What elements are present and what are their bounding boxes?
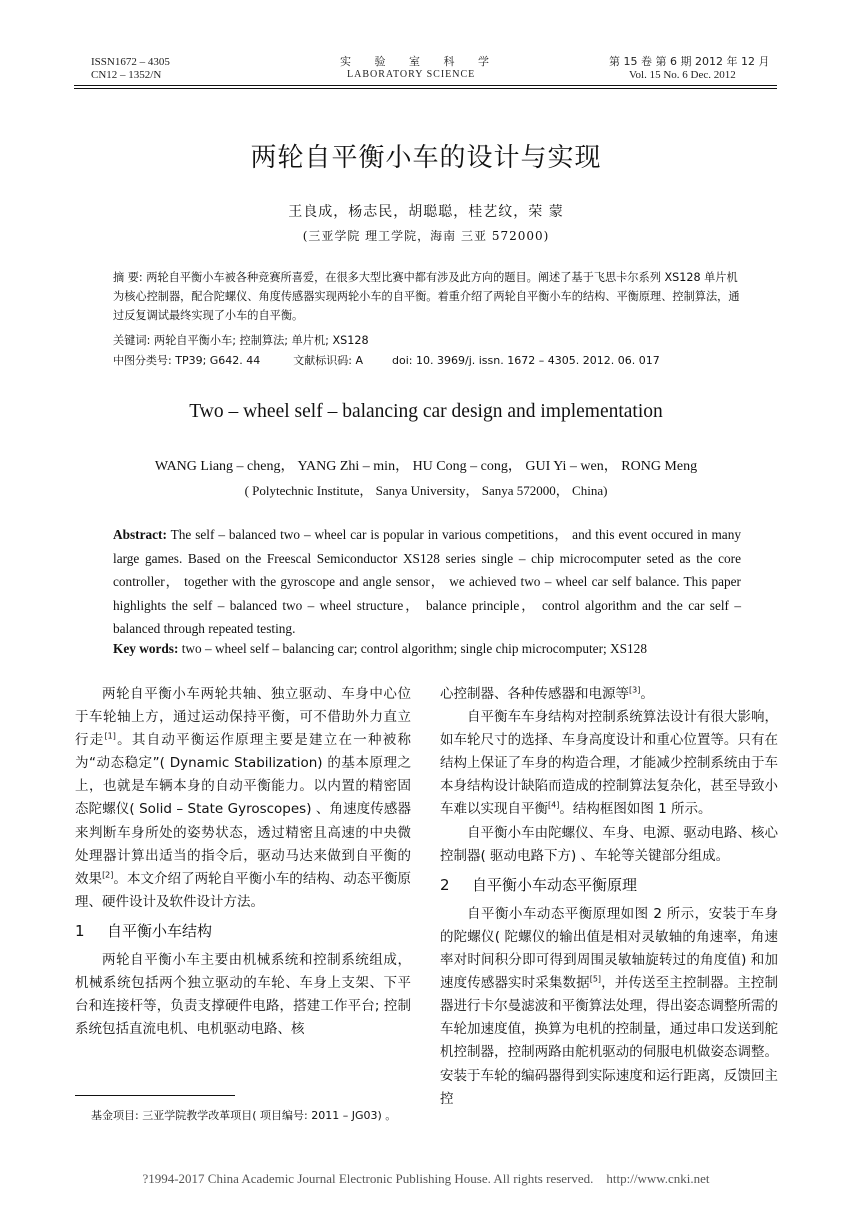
cn-label: CN12 – 1352/N	[91, 69, 162, 81]
section-1-heading	[75, 920, 411, 943]
abstract-cn-text: 两轮自平衡小车被各种竞赛所喜爱，在很多大型比赛中都有涉及此方向的题目。阐述了基于飞思卡尔系列 XS128 单片机为核心控制器，配合陀螺仪、角度传感器实现两轮小车的自平衡。着重介绍了两轮自平衡小车的结构、平衡原理、控制算法，通过反复调试最终实现了小车的自平衡。	[113, 271, 740, 322]
keywords-en-text: two – wheel self – balancing car; control algorithm; single chip microcomputer; XS128	[181, 641, 647, 656]
header-rule-bottom	[74, 88, 777, 89]
principle-text-end: ，并传送至主控制器。主控制器进行卡尔曼滤波和平衡算法处理，得出姿态调整所需的车轮加速度值，换算为电机的控制量，通过串口发送到舵机控制器，控制两路由舵机驱动的伺服电机做姿态调整。安装于车轮的编码器得到实际速度和运行距离，反馈回主控	[440, 975, 779, 1107]
left-column	[75, 683, 411, 1041]
structure-text-end: 。结构框图如图 1 所示。	[559, 801, 712, 818]
citation-3: [3]	[629, 685, 641, 695]
paper-title-cn: 两轮自平衡小车的设计与实现	[250, 143, 602, 173]
abstract-en-label: Abstract:	[113, 527, 167, 542]
abstract-en-text: The self – balanced two – wheel car is popular in various competitions， and this event occured in many large games. Based on the Freescal Semiconductor XS128 series single – chip microcomputer seted as the core controller， together with the gyroscope and angle sensor， we achieved two – wheel car self balance. This paper highlights the self – balanced two – wheel structure， balance principle， control algorithm and the car self – balanced through repeated testing.	[113, 527, 741, 636]
continued-text: 心控制器、各种传感器和电源等	[440, 686, 629, 702]
keywords-cn	[113, 332, 743, 351]
section-2-heading	[440, 874, 778, 897]
volume-cn: 第 15 卷 第 6 期 2012 年 12 月	[609, 55, 770, 68]
issn-label: ISSN1672 – 4305	[91, 56, 170, 68]
section-1-paragraph: 两轮自平衡小车主要由机械系统和控制系统组成，机械系统包括两个独立驱动的车轮、车身上支架、下平台和连接杆等，负责支撑硬件电路，搭建工作平台; 控制系统包括直流电机、电机驱动电路、核	[75, 952, 411, 1038]
clc-value: TP39; G642. 44	[175, 354, 261, 367]
principle-text: 自平衡小车动态平衡原理如图 2 所示，安装于车身的陀螺仪( 陀螺仪的输出值是相对灵敏轴的角速率，角速率对时间积分即可得到周围灵敏轴旋转过的角度值) 和加速度传感器实时采集数据	[440, 905, 778, 992]
keywords-en-label: Key words:	[113, 641, 179, 656]
intro-text-2: 。其自动平衡运作原理主要是建立在一种被称为“动态稳定”( Dynamic Stabilization) 的基本原理之上，也就是车辆本身的自动平衡能力。以内置的精密固态陀螺仪( Solid – State Gyroscopes) 、角速度传感器来判断车身所处的姿势状态，透过精密且高速的中央微处理器计算出适当的指令后，驱动马达来做到自平衡的效果	[75, 732, 412, 887]
affiliation-en: ( Polytechnic Institute， Sanya University， Sanya 572000， China)	[244, 483, 608, 498]
principle-paragraph	[440, 903, 778, 1111]
structure-text: 自平衡车车身结构对控制系统算法设计有很大影响，如车轮尺寸的选择、车身高度设计和重心位置等。只有在结构上保证了车身的构造合理，才能减少控制系统由于车本身结构设计缺陷而造成的控制算法复杂化，甚至导致小车难以实现自平衡	[440, 709, 778, 818]
citation-4: [4]	[548, 800, 560, 810]
doc-code-value: A	[355, 354, 364, 367]
classification-line	[113, 352, 743, 371]
section-1-number: 1	[75, 921, 85, 940]
intro-text-1: 两轮自平衡小车两轮共轴、独立驱动、车身中心位于车轮轴上方，通过运动保持平衡，可不借助外力直立行走	[75, 686, 411, 749]
continued-paragraph	[440, 683, 778, 706]
paper-title-en: Two – wheel self – balancing car design and implementation	[189, 401, 663, 422]
footnote-label: 基金项目:	[91, 1109, 139, 1122]
citation-2: [2]	[102, 870, 114, 880]
continued-end: 。	[640, 686, 654, 702]
footnote	[91, 1106, 411, 1126]
affiliation-cn: (三亚学院 理工学院，海南 三亚 572000)	[302, 229, 550, 243]
authors-cn: 王良成，杨志民，胡聪聪，桂艺纹，荣 蒙	[288, 204, 564, 220]
authors-en: WANG Liang – cheng， YANG Zhi – min， HU Cong – cong， GUI Yi – wen， RONG Meng	[154, 459, 698, 474]
keywords-cn-label: 关键词:	[113, 334, 151, 347]
keywords-cn-text: 两轮自平衡小车; 控制算法; 单片机; XS128	[153, 334, 369, 347]
structure-paragraph	[440, 706, 778, 821]
intro-paragraph	[75, 683, 411, 914]
right-column	[440, 683, 778, 1111]
section-2-number: 2	[440, 875, 450, 894]
footnote-rule	[75, 1095, 235, 1096]
section-1-title: 自平衡小车结构	[107, 921, 213, 940]
footnote-text: 三亚学院教学改革项目( 项目编号: 2011 – JG03) 。	[142, 1109, 397, 1122]
citation-1: [1]	[104, 731, 116, 741]
copyright-footer: ?1994-2017 China Academic Journal Electronic Publishing House. All rights reserved. http://www.cnki.net	[142, 1171, 710, 1186]
header-rule-top	[74, 85, 777, 86]
intro-text-3: 。本文介绍了两轮自平衡小车的结构、动态平衡原理、硬件设计及软件设计方法。	[75, 870, 412, 910]
components-paragraph: 自平衡小车由陀螺仪、车身、电源、驱动电路、核心控制器( 驱动电路下方) 、车轮等关键部分组成。	[440, 824, 778, 864]
abstract-cn-label: 摘 要:	[113, 271, 143, 284]
doi-value: 10. 3969/j. issn. 1672 – 4305. 2012. 06. 017	[416, 354, 660, 367]
keywords-en	[113, 637, 741, 661]
clc-label: 中图分类号:	[113, 354, 172, 367]
citation-5: [5]	[589, 974, 602, 984]
abstract-en	[113, 523, 741, 641]
doc-code-label: 文献标识码:	[293, 354, 352, 367]
journal-name-en: LABORATORY SCIENCE	[347, 69, 476, 80]
volume-en: Vol. 15 No. 6 Dec. 2012	[629, 69, 736, 81]
journal-name-cn: 实 验 室 科 学	[340, 55, 499, 68]
doi-label: doi:	[392, 354, 413, 367]
section-2-title: 自平衡小车动态平衡原理	[472, 875, 638, 894]
abstract-cn	[113, 269, 743, 325]
